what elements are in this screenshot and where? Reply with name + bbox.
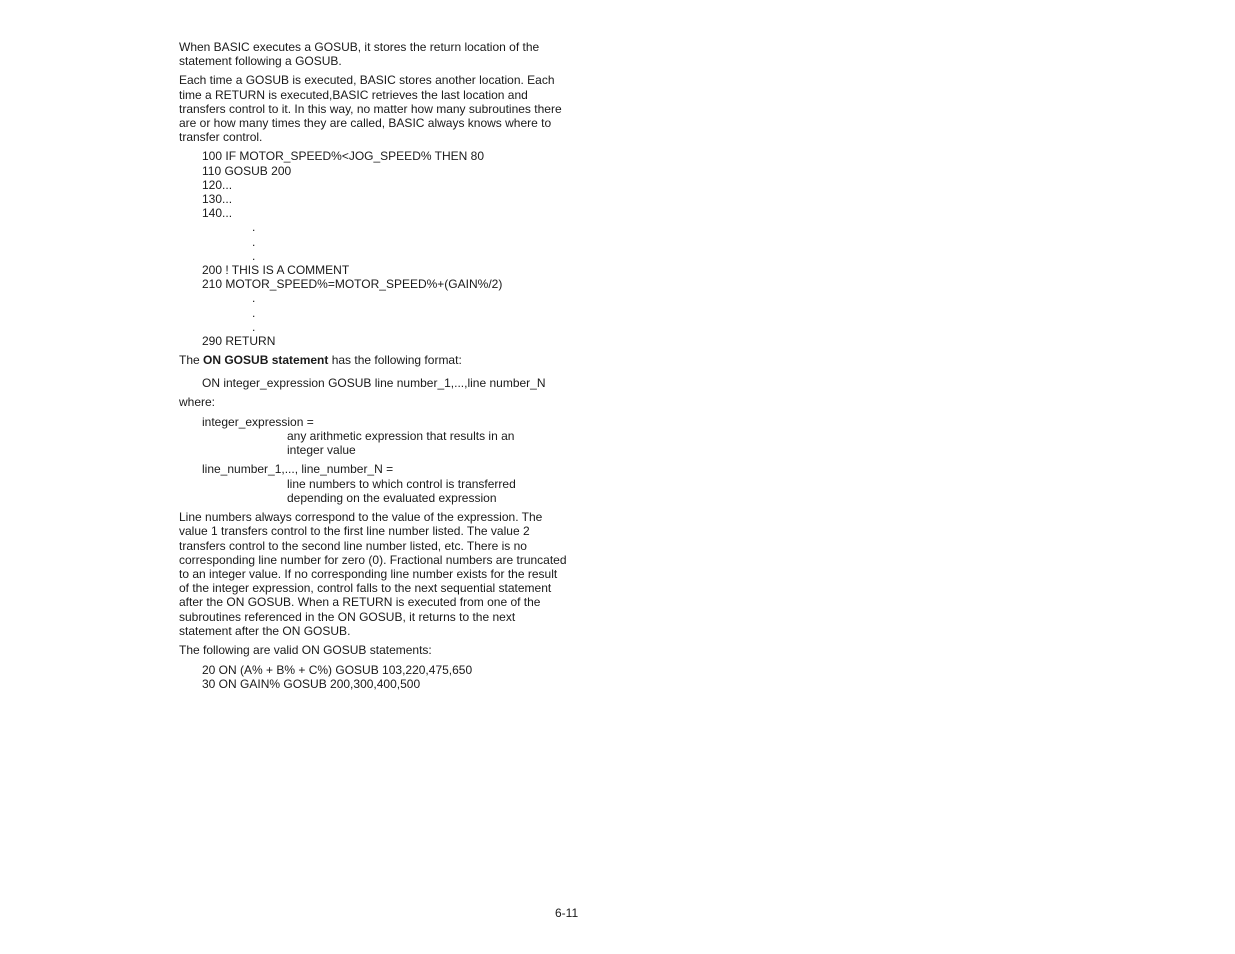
- examples-intro: The following are valid ON GOSUB statements:: [179, 642, 432, 657]
- ellipsis-dot: .: [252, 305, 256, 320]
- code-line: 140...: [202, 206, 233, 221]
- on-gosub-examples: [202, 663, 569, 691]
- where-label: where:: [179, 394, 216, 409]
- ellipsis-dot: .: [252, 291, 256, 306]
- definition-integer-expression: [179, 415, 569, 458]
- term: integer_expression =: [202, 414, 314, 429]
- code-line: 290 RETURN: [202, 334, 276, 349]
- code-line: 130...: [202, 192, 233, 207]
- explanation-paragraph: Line numbers always correspond to the value of the expression. The value 1 transfers control to the first line number listed. The value 2 transfers control to the second line number listed, etc. There is no corresponding line number for zero (0). Fractional numbers are truncated to an integer value. If no corresponding line number exists for the result of the integer expression, control falls to the next sequential statement after the ON GOSUB. When a RETURN is executed from one of the subroutines referenced in the ON GOSUB, it returns to the next statement after the ON GOSUB.: [179, 510, 567, 638]
- code-line: 110 GOSUB 200: [202, 163, 292, 178]
- definition: any arithmetic expression that results in an: [287, 429, 515, 444]
- ellipsis-dot: .: [252, 248, 256, 263]
- definition: integer value: [287, 443, 356, 458]
- code-line: 120...: [202, 177, 233, 192]
- page-text-column: [179, 40, 569, 692]
- ellipsis-dot: .: [252, 220, 256, 235]
- ellipsis-dot: .: [252, 234, 256, 249]
- code-line: 200 ! THIS IS A COMMENT: [202, 263, 350, 278]
- definition: depending on the evaluated expression: [287, 490, 497, 505]
- gosub-code-example: [202, 149, 569, 348]
- term: line_number_1,..., line_number_N =: [202, 462, 394, 477]
- definition-line-numbers: [179, 462, 569, 505]
- ellipsis-dot: .: [252, 319, 256, 334]
- definition: line numbers to which control is transferred: [287, 476, 516, 491]
- return-paragraph: Each time a GOSUB is executed, BASIC stores another location. Each time a RETURN is executed,BASIC retrieves the last location and transfers control to it. In this way, no matter how many subroutines there are or how many times they are called, BASIC always knows where to transfer control.: [179, 73, 562, 145]
- format-intro-text: The: [179, 353, 204, 368]
- code-line: 30 ON GAIN% GOSUB 200,300,400,500: [202, 677, 421, 692]
- code-line: 210 MOTOR_SPEED%=MOTOR_SPEED%+(GAIN%/2): [202, 277, 503, 292]
- syntax-line: ON integer_expression GOSUB line number_1,...,line number_N: [202, 376, 546, 391]
- format-intro: [179, 353, 569, 367]
- format-intro-text: has the following format:: [328, 353, 462, 368]
- page-number: 6-11: [555, 906, 579, 920]
- code-line: 100 IF MOTOR_SPEED%<JOG_SPEED% THEN 80: [202, 149, 484, 164]
- on-gosub-term: ON GOSUB statement: [203, 353, 329, 368]
- intro-paragraph: When BASIC executes a GOSUB, it stores the return location of the statement following a GOSUB.: [179, 40, 540, 69]
- code-line: 20 ON (A% + B% + C%) GOSUB 103,220,475,650: [202, 663, 473, 678]
